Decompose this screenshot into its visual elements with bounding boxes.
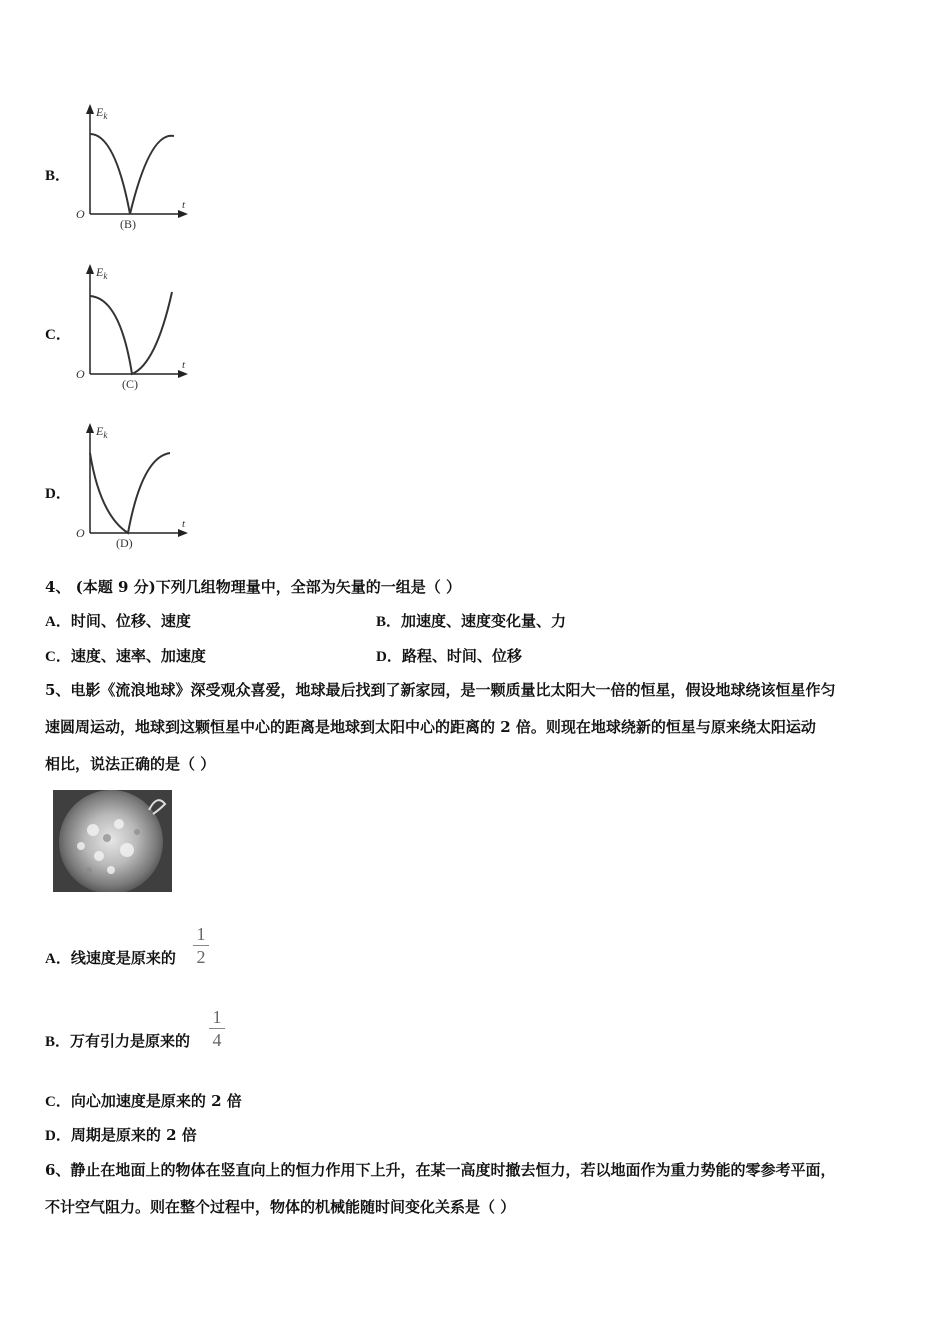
y-axis-arrow xyxy=(86,104,94,114)
graph-b xyxy=(70,96,200,241)
fraction-bar xyxy=(193,945,209,946)
option-text: 周期是原来的 2 倍 xyxy=(70,1126,197,1144)
option-text: 万有引力是原来的 xyxy=(70,1032,191,1050)
option-text: 路程、时间、位移 xyxy=(401,647,522,665)
origin-label: O xyxy=(76,207,85,221)
fraction-numerator: 1 xyxy=(196,924,206,944)
x-axis-arrow xyxy=(178,370,188,378)
option-letter: A． xyxy=(45,951,71,967)
x-axis-label: t xyxy=(182,518,186,530)
option-letter: A． xyxy=(45,614,71,630)
fraction-one-quarter xyxy=(208,1008,226,1049)
option-text: 线速度是原来的 xyxy=(70,949,176,967)
q6-stem-line-1: 6、静止在地面上的物体在竖直向上的恒力作用下上升，在某一高度时撤去恒力，若以地面作为重力势能的零参考平面， xyxy=(45,1161,836,1179)
q4-option-a xyxy=(45,611,191,632)
y-axis-label: $E_k$ xyxy=(96,265,108,281)
q4-option-d xyxy=(376,646,522,667)
q5-option-b xyxy=(45,1031,190,1052)
graph-caption: (B) xyxy=(120,217,136,231)
option-letter: C． xyxy=(45,1094,71,1110)
q5-stem-line-1: 5、电影《流浪地球》深受观众喜爱，地球最后找到了新家园，是一颗质量比太阳大一倍的恒星，假设地球绕该恒星作匀 xyxy=(45,681,836,699)
q5-stem-line-3: 相比，说法正确的是（ ） xyxy=(45,755,216,773)
graph-d xyxy=(70,415,200,560)
fraction-numerator: 1 xyxy=(212,1007,222,1027)
option-text: 加速度、速度变化量、力 xyxy=(401,612,567,630)
option-letter: C． xyxy=(45,649,71,665)
graph-c xyxy=(70,256,200,401)
ek-curve xyxy=(90,292,172,374)
fraction-one-half xyxy=(192,925,210,966)
x-axis-arrow xyxy=(178,210,188,218)
option-letter: B． xyxy=(45,1034,71,1050)
ek-curve xyxy=(90,134,174,214)
option-text: 速度、速率、加速度 xyxy=(70,647,206,665)
q4-stem: 4、 (本题 9 分)下列几组物理量中，全部为矢量的一组是（ ） xyxy=(45,578,461,596)
q5-option-c xyxy=(45,1091,242,1112)
q5-option-d xyxy=(45,1125,197,1146)
y-axis-arrow xyxy=(86,264,94,274)
sun-photo xyxy=(53,790,172,892)
option-letter: D． xyxy=(376,649,402,665)
option-text: 时间、位移、速度 xyxy=(70,612,191,630)
option-label-d: D． xyxy=(45,486,71,502)
graph-caption: (D) xyxy=(116,536,133,550)
q4-option-c xyxy=(45,646,206,667)
x-axis-label: t xyxy=(182,199,186,211)
x-axis-arrow xyxy=(178,529,188,537)
q6-stem-line-2: 不计空气阻力。则在整个过程中，物体的机械能随时间变化关系是（ ） xyxy=(45,1198,516,1216)
graph-caption: (C) xyxy=(122,377,138,391)
fraction-denominator: 2 xyxy=(196,947,206,967)
q5-stem-line-2: 速圆周运动，地球到这颗恒星中心的距离是地球到太阳中心的距离的 2 倍。则现在地球绕新的恒星与原来绕太阳运动 xyxy=(45,718,816,736)
fraction-denominator: 4 xyxy=(212,1030,222,1050)
q5-option-a xyxy=(45,948,176,969)
option-letter: B． xyxy=(376,614,402,630)
y-axis-label: $E_k$ xyxy=(96,105,108,121)
fraction-bar xyxy=(209,1028,225,1029)
y-axis-label: $E_k$ xyxy=(96,424,108,440)
ek-curve xyxy=(90,453,170,533)
y-axis-arrow xyxy=(86,423,94,433)
origin-label: O xyxy=(76,526,85,540)
origin-label: O xyxy=(76,367,85,381)
option-text: 向心加速度是原来的 2 倍 xyxy=(70,1092,242,1110)
q4-option-b xyxy=(376,611,566,632)
x-axis-label: t xyxy=(182,359,186,371)
option-label-b: B． xyxy=(45,168,71,184)
option-letter: D． xyxy=(45,1128,71,1144)
option-label-c: C． xyxy=(45,327,71,343)
